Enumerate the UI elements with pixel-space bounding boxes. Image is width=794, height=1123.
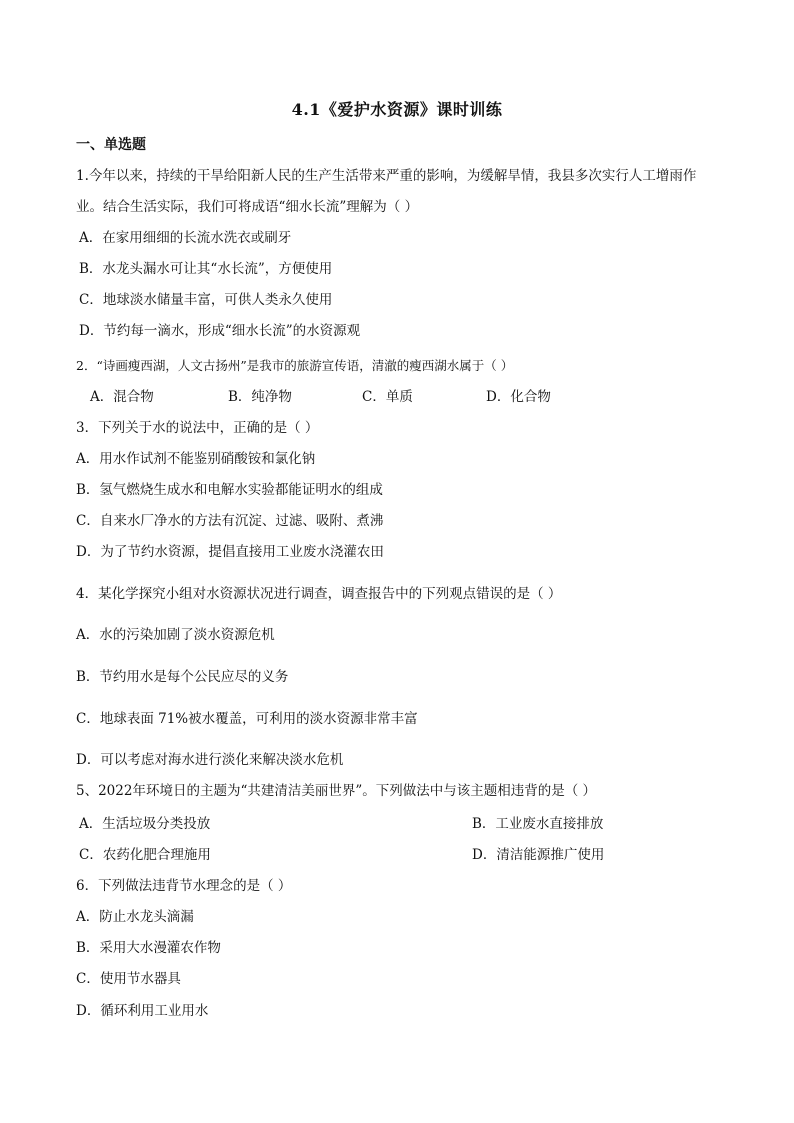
q4-option-a: A．水的污染加剧了淡水资源危机	[76, 627, 275, 643]
q1-option-a: A．在家用细细的长流水洗衣或刷牙	[79, 230, 292, 246]
q2-option-b: B．纯净物	[228, 389, 292, 405]
q4-option-d: D．可以考虑对海水进行淡化来解决淡水危机	[76, 752, 344, 768]
q1-option-b: B．水龙头漏水可让其“水长流”，方便使用	[79, 261, 333, 277]
q1-option-c: C．地球淡水储量丰富，可供人类永久使用	[79, 292, 333, 308]
q2-option-c: C．单质	[362, 389, 413, 405]
q5-option-a: A．生活垃圾分类投放	[79, 816, 211, 832]
q5-option-b: B．工业废水直接排放	[472, 816, 604, 832]
q2-option-d: D．化合物	[486, 389, 551, 405]
q1-option-d: D．节约每一滴水，形成“细水长流”的水资源观	[79, 323, 361, 339]
q3-option-d: D．为了节约水资源，提倡直接用工业废水浇灌农田	[76, 544, 384, 560]
q2-option-a: A．混合物	[90, 389, 154, 405]
q4-option-c: C．地球表面 71%被水覆盖，可利用的淡水资源非常丰富	[76, 711, 418, 727]
q1-stem-line2: 业。结合生活实际，我们可将成语“细水长流”理解为（ ）	[76, 199, 419, 215]
q6-option-b: B．采用大水漫灌农作物	[76, 940, 221, 956]
q5-stem: 5、2022年环境日的主题为“共建清洁美丽世界”。下列做法中与该主题相违背的是（ ）	[76, 783, 597, 799]
q6-option-d: D．循环利用工业用水	[76, 1003, 209, 1019]
q4-option-b: B．节约用水是每个公民应尽的义务	[76, 669, 289, 685]
q6-option-a: A．防止水龙头滴漏	[76, 909, 194, 925]
q3-option-b: B．氢气燃烧生成水和电解水实验都能证明水的组成	[76, 482, 383, 498]
q6-stem: 6．下列做法违背节水理念的是（ ）	[76, 878, 292, 894]
q6-option-c: C．使用节水器具	[76, 971, 181, 987]
q1-stem-line1: 1.今年以来，持续的干旱给阳新人民的生产生活带来严重的影响，为缓解旱情，我县多次实行人工增雨作	[76, 168, 697, 184]
q3-option-a: A．用水作试剂不能鉴别硝酸铵和氯化钠	[76, 451, 316, 467]
q3-stem: 3．下列关于水的说法中，正确的是（ ）	[76, 420, 319, 436]
q3-option-c: C．自来水厂净水的方法有沉淀、过滤、吸附、煮沸	[76, 513, 384, 529]
q5-option-d: D．清洁能源推广使用	[472, 847, 605, 863]
page-title: 4.1《爱护水资源》课时训练	[291, 100, 503, 119]
q2-stem: 2．“诗画瘦西湖，人文古扬州”是我市的旅游宣传语，清澈的瘦西湖水属于（ ）	[76, 358, 514, 373]
section-heading: 一、单选题	[76, 137, 146, 153]
q5-option-c: C．农药化肥合理施用	[79, 847, 211, 863]
q4-stem: 4．某化学探究小组对水资源状况进行调查，调查报告中的下列观点错误的是（ ）	[76, 586, 562, 602]
